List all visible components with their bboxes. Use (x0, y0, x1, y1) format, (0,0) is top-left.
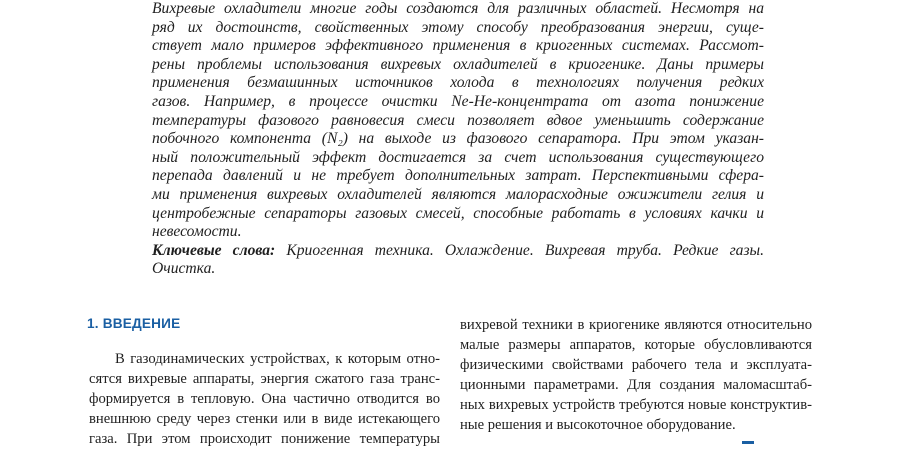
body-line: ных вихревых устройств требуются новые конструктив- (460, 397, 812, 413)
left-column (89, 349, 440, 449)
body-line: вихревой техники в криогенике являются относительно (460, 317, 812, 333)
abstract-line: ми применения вихревых охладителей являются малорасходные ожижители гелия и (152, 185, 764, 203)
next-heading-fragment (742, 438, 754, 444)
body-line: В газодинамических устройствах, к которым отно- (115, 351, 440, 367)
body-line: сятся вихревые аппараты, энергия сжатого газа транс- (89, 371, 440, 387)
keywords-line (152, 242, 764, 261)
keywords-text: Криогенная техника. Охлаждение. Вихревая труба. Редкие газы. (286, 241, 764, 259)
abstract-line: Вихревые охладители многие годы создаются для различных областей. Несмотря на (152, 0, 764, 17)
abstract-line: применения безмашинных источников холода в технологиях получения редких (152, 74, 764, 92)
section-heading: 1. ВВЕДЕНИЕ (87, 316, 181, 331)
body-line: ционными параметрами. Для создания маломасштаб- (460, 377, 812, 393)
right-column (460, 315, 812, 435)
abstract-line: побочного компонента (N₂) на выходе из фазового сепаратора. При этом указан- (152, 130, 764, 148)
abstract-line: перепада давлений и не требует дополнительных затрат. Перспективными сфера- (152, 167, 764, 185)
body-line: физическими свойствами рабочего тела и эксплуата- (460, 357, 812, 373)
abstract-line: газов. Например, в процессе очистки Ne-He-концентрата от азота понижение (152, 92, 764, 110)
body-line: газа. При этом происходит понижение температуры (89, 431, 440, 447)
body-line: ные решения и высокоточное оборудование. (460, 417, 736, 433)
abstract-line: центробежные сепараторы газовых смесей, способные работать в условиях качки и (152, 204, 764, 222)
body-line: формируется в тепловую. Она частично отводится во (89, 391, 440, 407)
keywords-line-2: Очистка. (152, 260, 216, 278)
abstract-line: температуры фазового равновесия смеси позволяет вдвое уменьшить содержание (152, 111, 764, 129)
abstract (152, 0, 764, 279)
abstract-line: ствует мало примеров эффективного применения в криогенных системах. Рассмот- (152, 37, 764, 55)
abstract-line: невесомости. (152, 223, 242, 241)
keywords-label: Ключевые слова: (152, 241, 276, 259)
abstract-line: ряд их достоинств, свойственных этому способу преобразования энергии, суще- (152, 18, 764, 36)
abstract-line: ный положительный эффект достигается за счет использования существующего (152, 148, 764, 166)
body-line: малые размеры аппаратов, которые обусловливаются (460, 337, 812, 353)
abstract-line: рены проблемы использования вихревых охладителей в криогенике. Даны примеры (152, 55, 764, 73)
body-line: внешнюю среду через стенки или в виде истекающего (89, 411, 440, 427)
